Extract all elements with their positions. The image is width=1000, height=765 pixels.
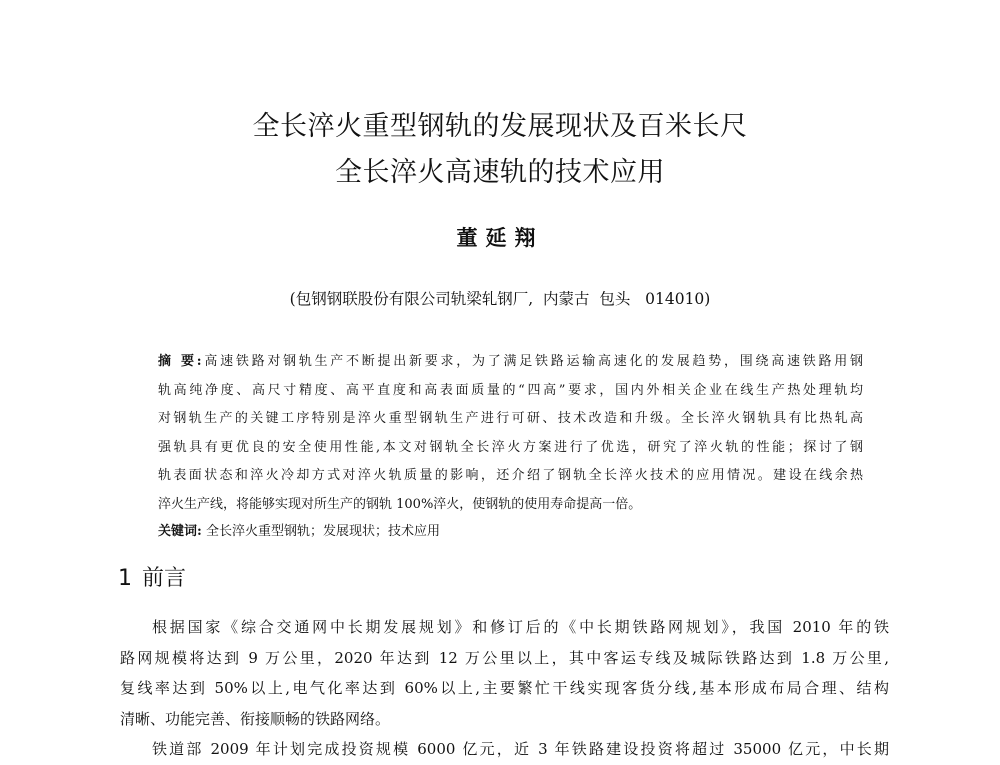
abstract-label: 摘 要: <box>158 354 202 369</box>
section-number: 1 <box>118 566 132 591</box>
abstract-line: 强轨具有更优良的安全使用性能,本文对钢轨全长淬火方案进行了优选，研究了淬火轨的性能；探讨了钢 <box>158 439 863 455</box>
author-name: 董延翔 <box>456 225 544 250</box>
body-line: 铁道部 2009 年计划完成投资规模 6000 亿元，近 3 年铁路建设投资将超过 35000 亿元，中长期 <box>152 740 889 758</box>
abstract-line: 摘 要:高速铁路对钢轨生产不断提出新要求，为了满足铁路运输高速化的发展趋势，围绕高速铁路用钢 <box>158 354 863 369</box>
abstract-line: 对钢轨生产的关键工序特别是淬火重型钢轨生产进行可研、技术改造和升级。全长淬火钢轨具有比热轧高 <box>158 411 863 427</box>
body-line: 路网规模将达到 9 万公里，2020 年达到 12 万公里以上，其中客运专线及城际铁路达到 1.8 万公里, <box>120 648 889 667</box>
author-affiliation: (包钢钢联股份有限公司轨梁轧钢厂, 内蒙古 包头 014010) <box>289 290 711 308</box>
abstract-line: 淬火生产线，将能够实现对所生产的钢轨 100%淬火，使钢轨的使用寿命提高一倍。 <box>158 496 642 512</box>
body-line: 复线率达到 50%以上,电气化率达到 60%以上,主要繁忙干线实现客货分线,基本形成布局合理、结构 <box>120 679 889 697</box>
keywords-text: 全长淬火重型钢轨；发展现状；技术应用 <box>205 524 440 539</box>
section-body <box>120 612 889 765</box>
abstract <box>158 348 863 520</box>
paper-title-line-2: 全长淬火高速轨的技术应用 <box>335 157 665 188</box>
abstract-line: 轨表面状态和淬火冷却方式对淬火轨质量的影响，还介绍了钢轨全长淬火技术的应用情况。建设在线余热 <box>158 468 863 484</box>
abstract-line: 轨高纯净度、高尺寸精度、高平直度和高表面质量的“四高”要求，国内外相关企业在线生产热处理轨均 <box>158 382 863 398</box>
body-line: 根据国家《综合交通网中长期发展规划》和修订后的《中长期铁路网规划》，我国 2010 年的铁 <box>152 618 889 636</box>
section-heading <box>118 564 186 594</box>
paper-title-line-1: 全长淬火重型钢轨的发展现状及百米长尺 <box>252 111 748 142</box>
keywords-label: 关键词: <box>158 524 202 539</box>
body-line: 清晰、功能完善、衔接顺畅的铁路网络。 <box>120 709 391 728</box>
keywords <box>158 521 440 543</box>
section-title: 前言 <box>142 566 187 591</box>
